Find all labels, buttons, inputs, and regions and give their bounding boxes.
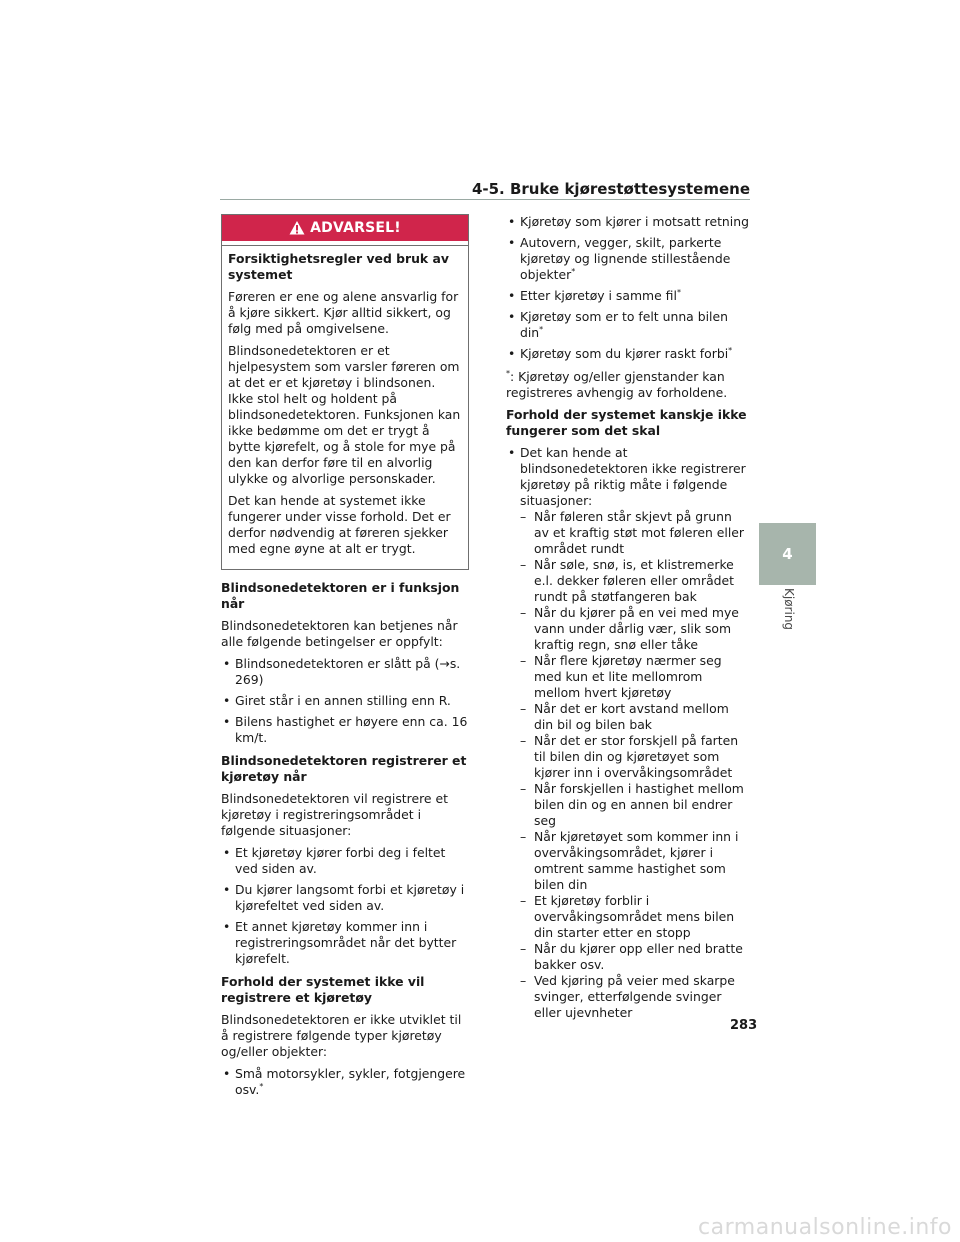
dash-item: – Når det er kort avstand mellom din bil og bilen bak <box>520 701 750 733</box>
dash-item: – Når føleren står skjevt på grunn av et kraftig støt mot føleren eller området rundt <box>520 509 750 557</box>
warning-box <box>221 214 469 570</box>
list-item <box>506 445 750 1021</box>
list-item: • Giret står i en annen stilling enn R. <box>221 693 469 709</box>
dash-item: – Når søle, snø, is, et klistremerke e.l. dekker føleren eller området rundt på støtfangeren bak <box>520 557 750 605</box>
conditions-list <box>221 656 469 746</box>
page-number: 283 <box>730 1018 758 1033</box>
section-heading-not-detected: Forhold der systemet ikke vil registrere et kjøretøy <box>221 974 425 1005</box>
list-item <box>221 1066 469 1098</box>
detection-list <box>221 845 469 967</box>
warning-header <box>222 215 468 245</box>
section-intro: Blindsonedetektoren kan betjenes når alle følgende betingelser er oppfylt: <box>221 618 458 649</box>
footnote-mark: * <box>676 287 681 297</box>
dash-item: – Når du kjører på en vei med mye vann under dårlig vær, slik som kraftig regn, snø eller tåke <box>520 605 750 653</box>
limitations-list <box>506 445 750 1021</box>
list-item-text: Etter kjøretøy i samme fil <box>520 288 677 303</box>
list-item <box>506 235 750 283</box>
dash-item: – Ved kjøring på veier med skarpe svinger, etterfølgende svinger eller ujevnheter <box>520 973 750 1021</box>
list-item-text: Det kan hende at blindsonedetektoren ikke registrerer kjøretøy på riktig måte i følgende situasjoner: <box>520 445 746 508</box>
list-item: • Et annet kjøretøy kommer inn i registreringsområdet når det bytter kjørefelt. <box>221 919 469 967</box>
list-item: • Du kjører langsomt forbi et kjøretøy i kjørefeltet ved siden av. <box>221 882 469 914</box>
list-item-text: Autovern, vegger, skilt, parkerte kjøretøy og lignende stillestående objekter <box>520 235 731 282</box>
footnote-mark: * <box>728 345 733 355</box>
list-item: • Kjøretøy som kjører i motsatt retning <box>506 214 750 230</box>
warning-paragraph: Blindsonedetektoren er et hjelpesystem som varsler føreren om at det er et kjøretøy i blindsonen. Ikke stol helt og holdent på blindsonedetektoren. Funksjonen kan ikke bedømme om det er trygt å bytte kjørefelt, og å stole for mye på den kan derfor føre til en alvorlig ulykke og alvorlige personskader. <box>228 343 461 486</box>
section-intro: Blindsonedetektoren er ikke utviklet til å registrere følgende typer kjøretøy og/eller objekter: <box>221 1012 462 1059</box>
list-item <box>506 288 750 304</box>
warning-paragraph: Føreren er ene og alene ansvarlig for å kjøre sikkert. Kjør alltid sikkert, og følg med på omgivelsene. <box>228 289 459 336</box>
list-item: • Bilens hastighet er høyere enn ca. 16 km/t. <box>221 714 469 746</box>
list-item: • Et kjøretøy kjører forbi deg i feltet ved siden av. <box>221 845 469 877</box>
dash-item: – Et kjøretøy forblir i overvåkingsområdet mens bilen din starter etter en stopp <box>520 893 750 941</box>
watermark: carmanualsonline.info <box>698 1215 952 1240</box>
chapter-label: Kjøring <box>782 588 796 631</box>
dash-item: – Når det er stor forskjell på farten til bilen din og kjøretøyet som kjører inn i overvåkingsområdet <box>520 733 750 781</box>
section-heading-limitations: Forhold der systemet kanskje ikke fungerer som det skal <box>506 407 747 438</box>
dash-item: – Når du kjører opp eller ned bratte bakker osv. <box>520 941 750 973</box>
list-item <box>506 309 750 341</box>
not-detected-list <box>221 1066 469 1098</box>
footnote <box>506 369 750 401</box>
section-heading-operation: Blindsonedetektoren er i funksjon når <box>221 580 460 611</box>
list-item: • Blindsonedetektoren er slått på (→s. 269) <box>221 656 469 688</box>
list-item-text: Små motorsykler, sykler, fotgjengere osv. <box>235 1066 466 1097</box>
left-column <box>221 214 469 1105</box>
dash-item: – Når kjøretøyet som kommer inn i overvåkingsområdet, kjører i omtrent samme hastighet som bilen din <box>520 829 750 893</box>
dash-item: – Når forskjellen i hastighet mellom bilen din og en annen bil endrer seg <box>520 781 750 829</box>
footnote-text: : Kjøretøy og/eller gjenstander kan registreres avhengig av forholdene. <box>506 369 728 400</box>
list-item-text: Kjøretøy som du kjører raskt forbi <box>520 346 729 361</box>
footnote-mark: * <box>506 368 510 378</box>
section-title: 4-5. Bruke kjørestøttesystemene <box>471 180 750 198</box>
warning-label: ADVARSEL! <box>310 220 401 236</box>
not-detected-list-cont <box>506 214 750 362</box>
chapter-tab: 4 <box>759 523 816 585</box>
situations-list <box>520 509 750 1021</box>
warning-heading: Forsiktighetsregler ved bruk av systemet <box>228 251 449 282</box>
section-intro: Blindsonedetektoren vil registrere et kjøretøy i registreringsområdet i følgende situasjoner: <box>221 791 448 838</box>
footnote-mark: * <box>259 1081 264 1091</box>
list-item-text: Kjøretøy som er to felt unna bilen din <box>520 309 728 340</box>
right-column <box>506 214 750 1028</box>
dash-item: – Når flere kjøretøy nærmer seg med kun et lite mellomrom mellom hvert kjøretøy <box>520 653 750 701</box>
list-item <box>506 346 750 362</box>
footnote-mark: * <box>539 324 544 334</box>
header-rule <box>220 199 750 200</box>
warning-body <box>222 245 468 557</box>
warning-triangle-icon <box>289 220 305 236</box>
footnote-mark: * <box>571 266 576 276</box>
section-heading-detection: Blindsonedetektoren registrerer et kjøretøy når <box>221 753 467 784</box>
warning-paragraph: Det kan hende at systemet ikke fungerer under visse forhold. Det er derfor nødvendig at føreren sjekker med egne øyne at alt er trygt. <box>228 493 451 556</box>
